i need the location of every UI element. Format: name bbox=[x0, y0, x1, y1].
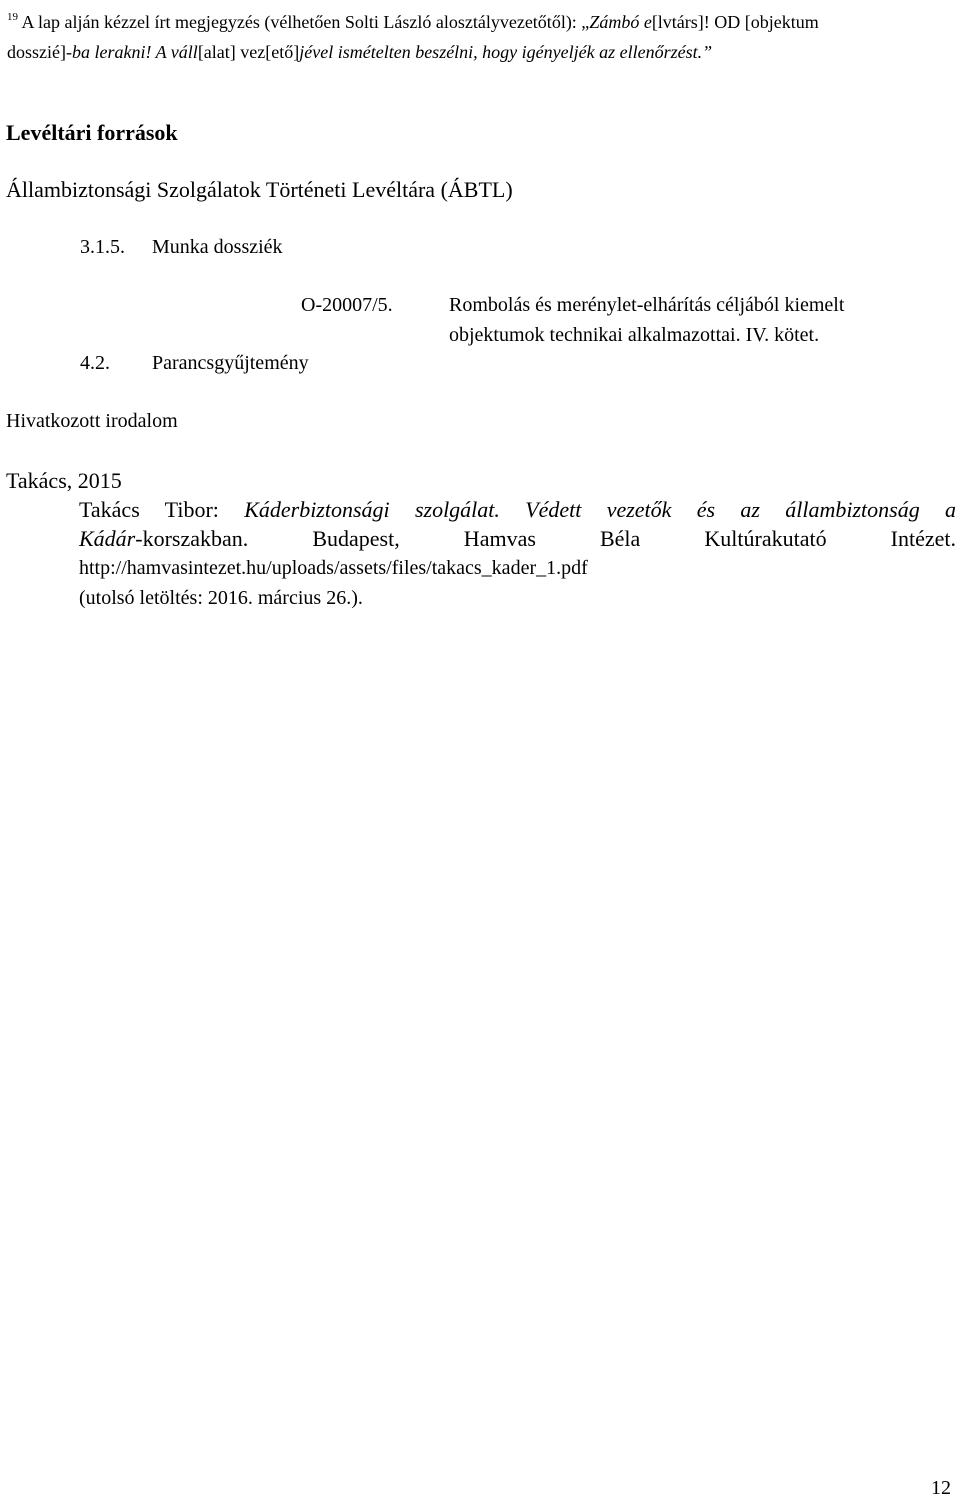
footnote-italic: Zámbó e bbox=[589, 12, 652, 32]
archive-name: Állambiztonsági Szolgálatok Történeti Levéltára (ÁBTL) bbox=[6, 177, 513, 202]
item-description-line-2: objektumok technikai alkalmazottai. IV. kötet. bbox=[449, 324, 820, 346]
footnote-text: dosszié]- bbox=[7, 42, 72, 62]
footnote-number: 19 bbox=[7, 11, 18, 23]
reference-line-2 bbox=[79, 526, 956, 552]
section-title: Munka dossziék bbox=[152, 236, 283, 258]
footnote-line-1 bbox=[7, 10, 819, 34]
footnote-text: [alat] vez[ető] bbox=[197, 42, 300, 62]
footnote-text: A lap alján kézzel írt megjegyzés (vélhetően Solti László alosztályvezetőtől): „ bbox=[21, 12, 590, 32]
reference-url[interactable]: http://hamvasintezet.hu/uploads/assets/files/takacs_kader_1.pdf bbox=[79, 557, 588, 579]
section-number: 4.2. bbox=[80, 352, 110, 374]
footnote-line-2 bbox=[7, 40, 712, 64]
reference-line-1 bbox=[79, 497, 956, 523]
literature-heading: Hivatkozott irodalom bbox=[6, 410, 178, 432]
footnote-quote: ” bbox=[702, 42, 713, 62]
section-number: 3.1.5. bbox=[80, 236, 125, 258]
item-description-line-1: Rombolás és merénylet-elhárítás céljából kiemelt bbox=[449, 294, 845, 316]
reference-key: Takács, 2015 bbox=[6, 468, 122, 493]
reference-access-date: (utolsó letöltés: 2016. március 26.). bbox=[79, 587, 363, 609]
reference-author: Takács Tibor: bbox=[79, 497, 245, 522]
section-title: Parancsgyűjtemény bbox=[152, 352, 309, 374]
reference-title: Káderbiztonsági szolgálat. Védett vezetők és az állambiztonság a bbox=[244, 497, 956, 522]
footnote-text: [lvtárs]! OD [objektum bbox=[651, 12, 819, 32]
item-id: O-20007/5. bbox=[301, 294, 393, 316]
page-number: 12 bbox=[931, 1477, 951, 1499]
sources-heading: Levéltári források bbox=[6, 120, 178, 145]
footnote-italic: jével ismételten beszélni, hogy igényeljék az ellenőrzést. bbox=[299, 42, 703, 62]
reference-title: Kádár bbox=[79, 526, 136, 551]
reference-publisher: -korszakban. Budapest, Hamvas Béla Kultúrakutató Intézet. bbox=[135, 526, 956, 551]
footnote-italic: ba lerakni! A váll bbox=[71, 42, 198, 62]
